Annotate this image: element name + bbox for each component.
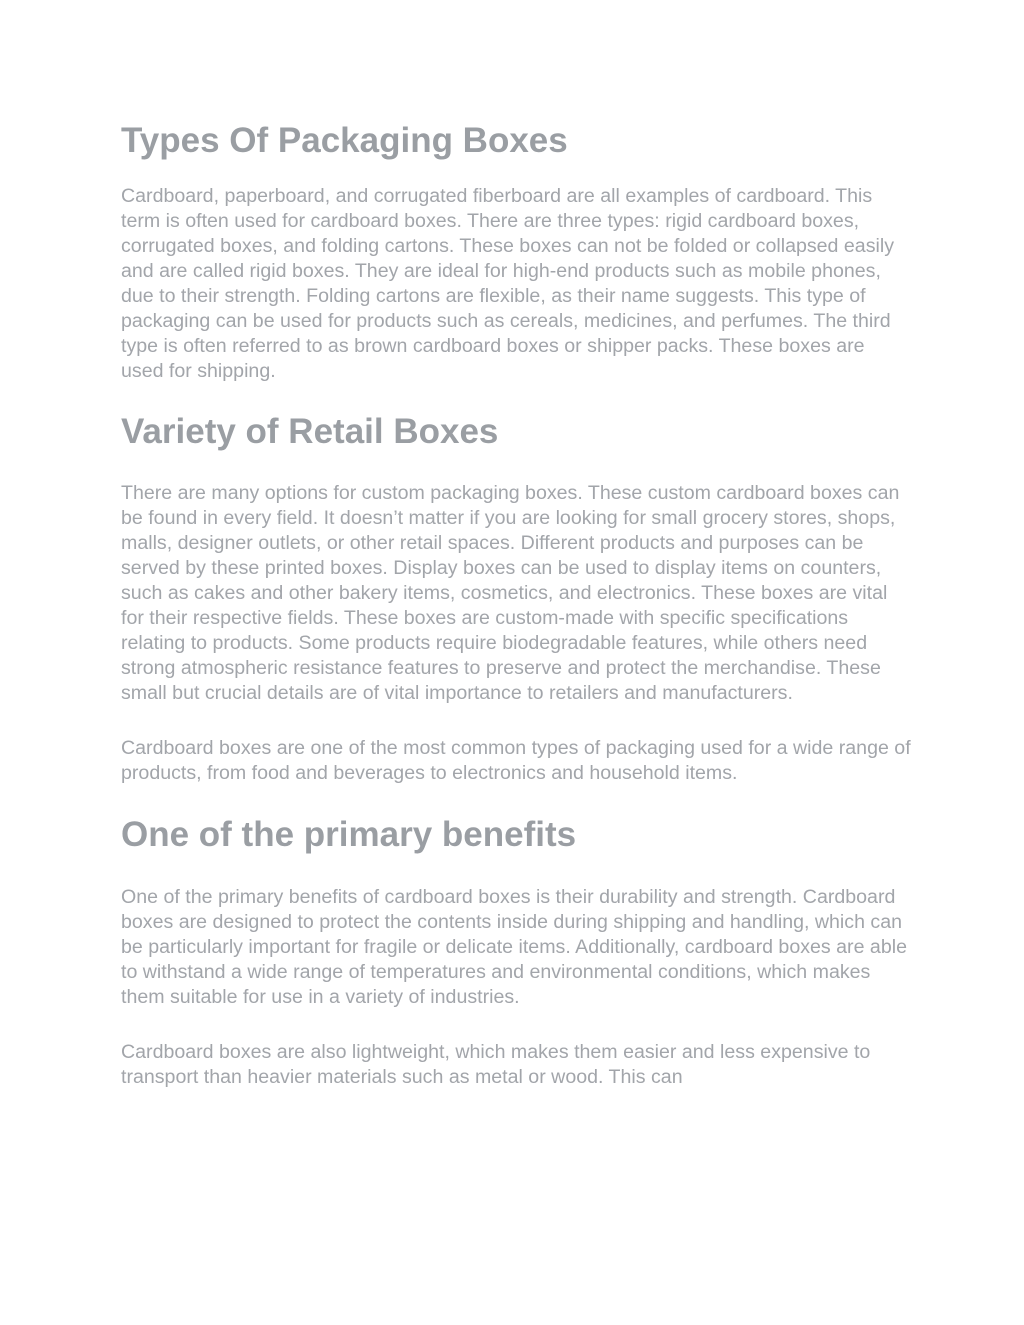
paragraph-custom-packaging-options: There are many options for custom packaging boxes. These custom cardboard boxes can be found in every field. It doesn’t matter if you are looking for small grocery stores, shops, malls, designer outlets, or other retail spaces. Different products and purposes can be served by these printed boxes. Display boxes can be used to display items on counters, such as cakes and other bakery items, cosmetics, and electronics. These boxes are vital for their respective fields. These boxes are custom-made with specific specifications relating to products. Some products require biodegradable features, while others need strong atmospheric resistance features to preserve and protect the merchandise. These small but crucial details are of vital importance to retailers and manufacturers. (121, 482, 900, 704)
paragraph-durability-strength: One of the primary benefits of cardboard boxes is their durability and strength. Cardboard boxes are designed to protect the contents inside during shipping and handling, which can be particularly important for fragile or delicate items. Additionally, cardboard boxes are able to withstand a wide range of temperatures and environmental conditions, which makes them suitable for use in a variety of industries. (121, 886, 907, 1008)
document-page (121, 117, 911, 1090)
paragraph-types-of-packaging: Cardboard, paperboard, and corrugated fiberboard are all examples of cardboard. This term is often used for cardboard boxes. There are three types: rigid cardboard boxes, corrugated boxes, and folding cartons. These boxes can not be folded or collapsed easily and are called rigid boxes. They are ideal for high-end products such as mobile phones, due to their strength. Folding cartons are flexible, as their name suggests. This type of packaging can be used for products such as cereals, medicines, and perfumes. The third type is often referred to as brown cardboard boxes or shipper packs. These boxes are used for shipping. (121, 185, 894, 382)
paragraph-common-packaging: Cardboard boxes are one of the most common types of packaging used for a wide range of products, from food and beverages to electronics and household items. (121, 737, 911, 784)
section-heading-types-of-packaging-boxes: Types Of Packaging Boxes (121, 121, 568, 160)
section-heading-primary-benefits: One of the primary benefits (121, 815, 577, 854)
section-heading-variety-of-retail-boxes: Variety of Retail Boxes (121, 412, 499, 451)
paragraph-lightweight: Cardboard boxes are also lightweight, which makes them easier and less expensive to transport than heavier materials such as metal or wood. This can (121, 1041, 871, 1088)
